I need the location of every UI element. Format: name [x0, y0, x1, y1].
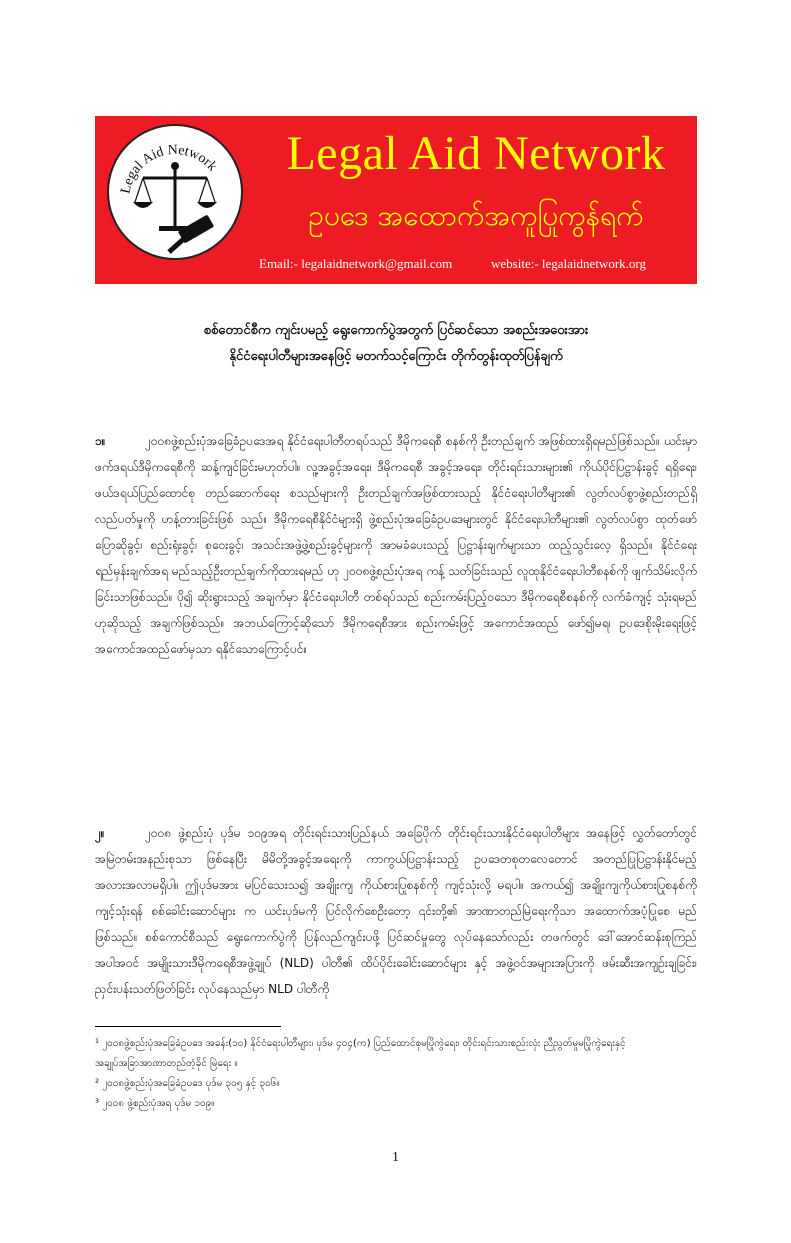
scales-of-justice-icon [109, 126, 241, 258]
page-number: 1 [392, 1150, 399, 1165]
footnote-1: ¹ ၂၀၀၈ဖွဲ့စည်းပုံအခြေခံဥပဒေ အခန်း(၁၀) နိုင်ငံရေးပါတီများ၊ ပုဒ်မ ၄၀၄(က) ပြည်ထောင်စုမပြိုကွဲရေး၊ တိုင်းရင်းသားစည်းလုံး ညီညွတ်မှုမပြိုကွဲရေးနှင့် အချုပ်အခြာအာဏာတည်တံ့ခိုင် မြဲရေး ။ [95, 1038, 626, 1069]
contact-email[interactable]: Email:- legalaidnetwork@gmail.com [259, 256, 453, 271]
footnote-3: ³ ၂၀၀၈ ဖွဲ့စည်းပုံအရ ပုဒ်မ ၁၀၉။ [95, 1098, 215, 1109]
document-title-line-1: စစ်တောင်စီက ကျင်းပမည့် ရွေးကောက်ပွဲအတွက် ပြင်ဆင်သော အစည်းအဝေးအား [203, 323, 589, 338]
document-title [95, 318, 697, 370]
logo-ring-text: Legal Aid Network [118, 142, 220, 196]
footnotes [95, 1034, 697, 1114]
paragraph-2 [95, 820, 697, 1002]
brand-subtitle: ဥပဒေ အထောက်အကူပြုကွန်ရက် [308, 199, 644, 232]
legal-aid-network-banner [95, 116, 697, 284]
footnote-2: ² ၂၀၀၈ဖွဲ့စည်းပုံအခြေခံဥပဒေ ပုဒ်မ ၃၀၅ နှင့် ၃၀၆။ [95, 1078, 280, 1089]
document-title-line-2: နိုင်ငံရေးပါတီများအနေဖြင့် မတက်သင့်ကြောင်း တိုက်တွန်းထုတ်ပြန်ချက် [229, 349, 563, 364]
paragraph-text: ၂၀၀၈ဖွဲ့စည်းပုံအခြေခံဥပဒေအရ နိုင်ငံရေးပါတီတရပ်သည် ဒီမိုကရေစီ စနစ်ကို ဦးတည်ချက် အဖြစ်ထားရှိရမည်ဖြစ်သည်။ ယင်းမှာ ဖက်ဒရယ်ဒီမိုကရေစီကို ဆန့်ကျင်ခြင်းမဟုတ်ပါ။ လူ့အခွင့်အရေး၊ ဒီမိုကရေစီ အခွင့်အရေး၊ တိုင်းရင်းသားများ၏ ကိုယ်ပိုင်ပြဋ္ဌာန်းခွင့် ရရှိရေး၊ ဖယ်ဒရယ်ပြည်ထောင်စု တည်ဆောက်ရေး စသည်များကို ဦးတည်ချက်အဖြစ်ထားသည့် နိုင်ငံရေးပါတီများ၏ လွတ်လပ်စွာဖွဲ့စည်းတည်ရှိ လည်ပတ်မှုကို ဟန့်တားခြင်းဖြစ် သည်။ ဒီမိုကရေစီနိုင်ငံများရှိ ဖွဲ့စည်းပုံအခြေခံဥပဒေများတွင် နိုင်ငံရေးပါတီများ၏ လွတ်လပ်စွာ ထုတ်ဖော်ပြောဆိုခွင့်၊ စည်းရုံးခွင့်၊ စုဝေးခွင့်၊ အသင်းအဖွဲ့ဖွဲ့စည်းခွင့်များကို အာမခံပေးသည့် ပြဋ္ဌာန်းချက်များသာ ထည့်သွင်းလေ့ ရှိသည်။ နိုင်ငံရေး ရည်မှန်းချက်အရ မည်သည့်ဦးတည်ချက်ကိုထားရမည် ဟု ၂၀၀၈ဖွဲ့စည်းပုံအရ ကန့် သတ်ခြင်းသည် လူထုနိုင်ငံရေးပါတီစနစ်ကို ဖျက်သိမ်းလိုက် ခြင်းသာဖြစ်သည်။ ပို၍ ဆိုးရွားသည့် အချက်မှာ နိုင်ငံရေးပါတီ တစ်ရပ်သည် စည်းကမ်းပြည့်ဝသော ဒီမိုကရေစီစနစ်ကို လက်ခံကျင့် သုံးရမည်ဟုဆိုသည့် အချက်ဖြစ်သည်။ အဘယ်ကြောင့်ဆိုသော် ဒီမိုကရေစီအား စည်းကမ်းဖြင့် အကောင်အထည် ဖော်၍မရ၊ ဥပဒေစိုးမိုးရေးဖြင့် အကောင်အထည်ဖော်မှသာ ရနိုင်သောကြောင့်ပင်။ [95, 434, 697, 656]
contact-website[interactable]: website:- legalaidnetwork.org [491, 256, 646, 271]
paragraph-number: ၁။ [95, 434, 106, 448]
footnote-separator [95, 1026, 281, 1027]
paragraph-number: ၂။ [95, 826, 105, 840]
brand-title: Legal Aid Network [286, 127, 666, 180]
paragraph-text: ၂၀၀၈ ဖွဲ့စည်းပုံ ပုဒ်မ ၁၀၉အရ တိုင်းရင်းသားပြည်နယ် အခြေပိုက် တိုင်းရင်းသားနိုင်ငံရေးပါတီများ အနေဖြင့် လွှတ်တော်တွင် အမြဲတမ်းအနည်းစုသာ ဖြစ်နေပြီး မိမိတို့အခွင့်အရေးကို ကာကွယ်ပြဋ္ဌာန်းသည့် ဥပဒေတစုတလေတောင် အတည်ပြုပြဋ္ဌာန်းနိုင်မည့် အလားအလာမရှိပါ။ ဤပုဒ်မအား မပြင်သေးသ၍ အချိုးကျ ကိုယ်စားပြုစနစ်ကို ကျင့်သုံးလို့ မရပါ။ အကယ်၍ အချိုးကျကိုယ်စားပြုစနစ်ကို ကျင့်သုံးရန် စစ်ခေါင်းဆောင်များ က ယင်းပုဒ်မကို ပြင်လိုက်စေဦးတော့ ၎င်းတို့၏ အာဏာတည်မြဲရေးကိုသာ အထောက်အပံ့ပြုစေ မည်ဖြစ်သည်။ စစ်ကောင်စီသည် ရွေးကောက်ပွဲကို ပြန်လည်ကျင်းပဖို့ ပြင်ဆင်မှုတွေ လုပ်နေသော်လည်း တဖက်တွင် ဒေါ်အောင်ဆန်းစုကြည်အပါအဝင် အမျိုးသားဒီမိုကရေစီအဖွဲ့ချုပ် (NLD) ပါတီ၏ ထိပ်ပိုင်းခေါင်းဆောင်များ နှင့် အဖွဲ့ဝင်အများအပြားကို ဖမ်းဆီးအကျဉ်းချခြင်း၊ ညှင်းပန်းသတ်ဖြတ်ခြင်း လုပ်နေသည်မှာ NLD ပါတီကို [95, 826, 697, 996]
legal-aid-network-logo [107, 124, 243, 260]
paragraph-1 [95, 428, 697, 662]
